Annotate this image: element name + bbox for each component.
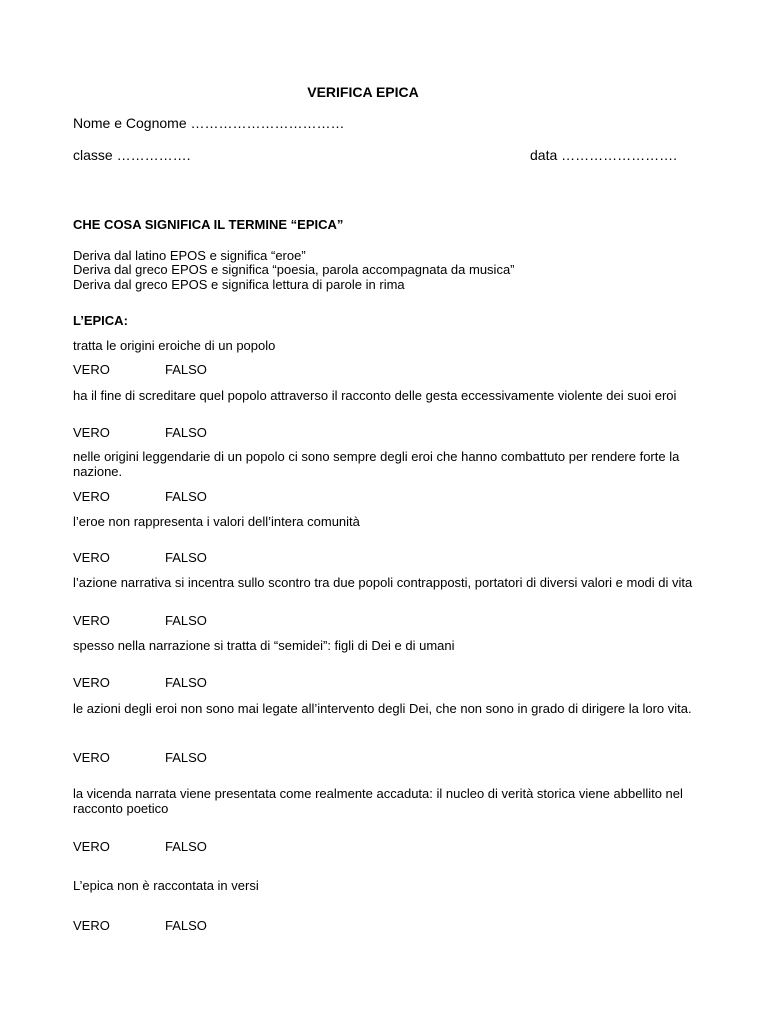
false-option: FALSO (165, 425, 207, 440)
class-field: classe ……………. (73, 147, 191, 163)
option-item: Deriva dal latino EPOS e significa “eroe” (73, 248, 306, 263)
statement: la vicenda narrata viene presentata come realmente accaduta: il nucleo di verità storica viene abbellito nel racconto poetico (73, 786, 683, 816)
statement: l’azione narrativa si incentra sullo scontro tra due popoli contrapposti, portatori di diversi valori e modi di vita (73, 575, 693, 590)
false-option: FALSO (165, 550, 207, 565)
statement: ha il fine di screditare quel popolo attraverso il racconto delle gesta eccessivamente violente dei suoi eroi (73, 388, 677, 403)
true-option: VERO (73, 550, 110, 565)
statement: spesso nella narrazione si tratta di “semidei”: figli di Dei e di umani (73, 638, 455, 653)
false-option: FALSO (165, 750, 207, 765)
section-heading-epica: L’EPICA: (73, 313, 128, 328)
true-option: VERO (73, 750, 110, 765)
true-option: VERO (73, 425, 110, 440)
true-option: VERO (73, 362, 110, 377)
false-option: FALSO (165, 489, 207, 504)
name-field: Nome e Cognome …………………………… (73, 115, 345, 131)
date-field: data ……………………. (530, 147, 678, 163)
statement: le azioni degli eroi non sono mai legate all’intervento degli Dei, che non sono in grado di dirigere la loro vita. (73, 701, 692, 716)
true-option: VERO (73, 918, 110, 933)
true-option: VERO (73, 489, 110, 504)
true-option: VERO (73, 675, 110, 690)
page-title: VERIFICA EPICA (307, 84, 419, 100)
statement: L’epica non è raccontata in versi (73, 878, 259, 893)
false-option: FALSO (165, 675, 207, 690)
true-option: VERO (73, 839, 110, 854)
section-heading-epica-meaning: CHE COSA SIGNIFICA IL TERMINE “EPICA” (73, 217, 344, 232)
option-item: Deriva dal greco EPOS e significa “poesia, parola accompagnata da musica” (73, 262, 515, 277)
false-option: FALSO (165, 918, 207, 933)
option-item: Deriva dal greco EPOS e significa lettura di parole in rima (73, 277, 405, 292)
statement: l’eroe non rappresenta i valori dell’intera comunità (73, 514, 360, 529)
statement: tratta le origini eroiche di un popolo (73, 338, 276, 353)
true-option: VERO (73, 613, 110, 628)
false-option: FALSO (165, 362, 207, 377)
statement: nelle origini leggendarie di un popolo ci sono sempre degli eroi che hanno combattuto per rendere forte la nazione. (73, 449, 680, 479)
false-option: FALSO (165, 613, 207, 628)
false-option: FALSO (165, 839, 207, 854)
